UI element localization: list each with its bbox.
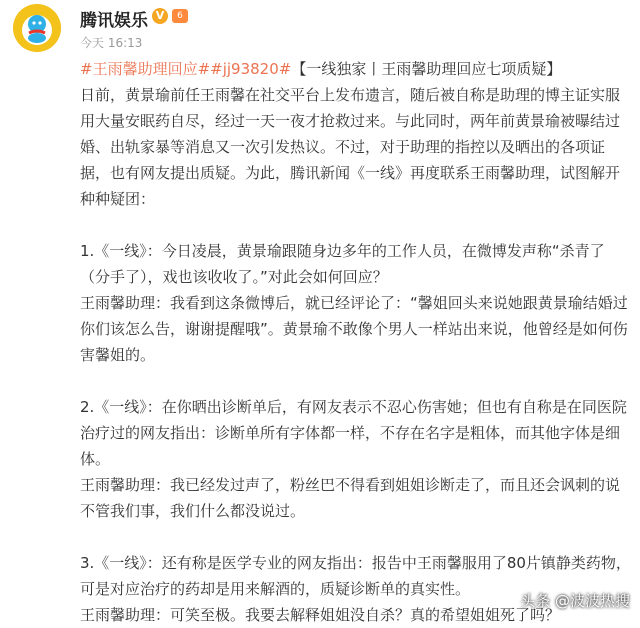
topic-link[interactable]: #jj93820# bbox=[210, 60, 292, 78]
level-badge-icon: 6 bbox=[172, 9, 188, 23]
watermark: 头条 @波波热搜 bbox=[520, 592, 630, 610]
answer-1: 王雨馨助理：我看到这条微博后，就已经评论了：“馨姐回头来说她跟黄景瑜结婚过你们该怎么告，谢谢提醒哦”。黄景瑜不敢像个男人一样站出来说，他曾经是如何伤害馨姐的。 bbox=[80, 294, 628, 364]
question-2: 2.《一线》：在你晒出诊断单后，有网友表示不忍心伤害她；但也有自称是在同医院治疗过的网友指出：诊断单所有字体都一样，不存在名字是粗体，而其他字体是细体。 bbox=[80, 398, 627, 468]
avatar[interactable] bbox=[13, 4, 61, 52]
tencent-penguin-logo-icon bbox=[13, 4, 61, 52]
post-header bbox=[0, 0, 640, 55]
answer-3: 王雨馨助理：可笑至极。我要去解释姐姐没自杀？真的希望姐姐死了吗？ bbox=[80, 606, 561, 624]
verified-badge-icon: V bbox=[152, 8, 168, 24]
post-title-line bbox=[80, 56, 632, 82]
question-1: 1.《一线》：今日凌晨，黄景瑜跟随身边多年的工作人员，在微博发声称“杀青了（分手了），戏也该收收了。”对此会如何回应？ bbox=[80, 242, 605, 286]
question-3: 3.《一线》：还有称是医学专业的网友指出：报告中王雨馨服用了80片镇静类药物，可是对应治疗的药却是用来解酒的，质疑诊断单的真实性。 bbox=[80, 554, 631, 598]
topic-link[interactable]: #王雨馨助理回应# bbox=[80, 60, 211, 78]
post-body bbox=[80, 56, 632, 628]
post-time: 今天 16:13 bbox=[80, 36, 143, 50]
account-name[interactable]: 腾讯娱乐 bbox=[80, 11, 148, 31]
post-paragraph: 日前，黄景瑜前任王雨馨在社交平台上发布遗言，随后被自称是助理的博主证实服用大量安眠药自尽，经过一天一夜才抢救过来。与此同时，两年前黄景瑜被曝结过婚、出轨家暴等消息又一次引发热议。不过，对于助理的指控以及晒出的各项证据，也有网友提出质疑。为此，腾讯新闻《一线》再度联系王雨馨助理，试图解开种种疑团： bbox=[80, 86, 621, 208]
answer-2: 王雨馨助理：我已经发过声了，粉丝巴不得看到姐姐诊断走了，而且还会讽刺的说不管我们事，我们什么都没说过。 bbox=[80, 476, 621, 520]
post-title: 【一线独家丨王雨馨助理回应七项质疑】 bbox=[291, 60, 562, 78]
